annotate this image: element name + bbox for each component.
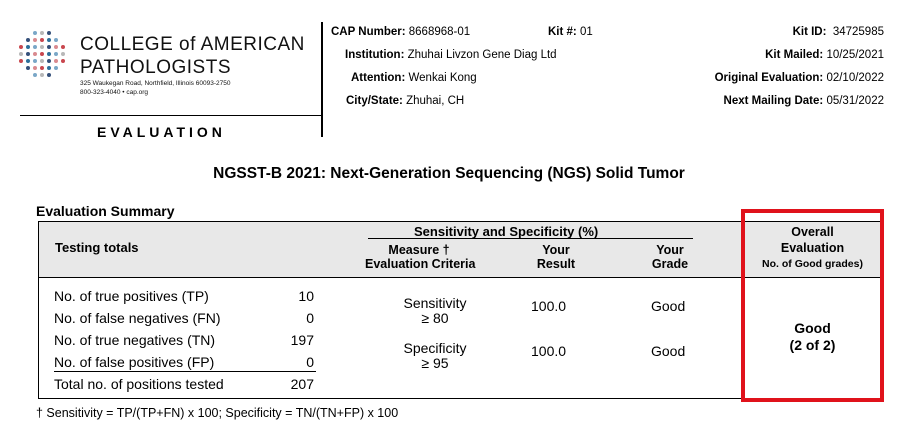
measure-name: Specificity (403, 340, 467, 356)
overall-line1: Overall (791, 225, 834, 239)
grade-specificity: Good (651, 343, 686, 359)
totals-label-fp: No. of false positives (FP) (54, 354, 215, 370)
overall-line3: No. of Good grades) (762, 258, 863, 270)
attention-label: Attention: (351, 72, 406, 84)
measure-header-line2: Evaluation Criteria (365, 257, 476, 271)
your-grade-line1: Your (656, 243, 684, 257)
result-specificity: 100.0 (531, 343, 567, 359)
cap-number-value: 8668968-01 (408, 26, 471, 38)
next-mailing-value: 05/31/2022 (826, 95, 884, 107)
totals-label-total: Total no. of positions tested (54, 376, 224, 392)
cap-number-label: CAP Number: (331, 26, 406, 38)
totals-value-total: 207 (290, 376, 314, 392)
attention-row (351, 72, 477, 84)
org-address: 325 Waukegan Road, Northfield, Illinois 60093-2750 (80, 80, 231, 87)
city-value: Zhuhai, CH (406, 95, 465, 107)
institution-row (345, 49, 557, 61)
original-eval-label: Original Evaluation: (714, 72, 824, 84)
totals-value-tp: 10 (298, 288, 314, 304)
grade-sensitivity: Good (651, 298, 686, 314)
attention-value: Wenkai Kong (408, 72, 477, 84)
overall-grade: Good (794, 320, 831, 336)
measure-criteria: ≥ 80 (421, 310, 449, 326)
city-row (346, 95, 464, 107)
totals-value-tn: 197 (290, 332, 314, 348)
totals-label-tp: No. of true positives (TP) (54, 288, 209, 304)
org-name-line1: COLLEGE of AMERICAN (80, 34, 305, 55)
institution-value: Zhuhai Livzon Gene Diag Ltd (407, 49, 557, 61)
measure-header (365, 243, 476, 271)
your-grade-header (636, 243, 704, 271)
header-divider (20, 115, 322, 116)
kit-num-label: Kit #: (548, 26, 577, 38)
original-eval-row (715, 72, 884, 84)
kit-id-value: 34725985 (832, 26, 884, 38)
measure-criteria: ≥ 95 (421, 355, 449, 371)
section-label: EVALUATION (97, 124, 226, 140)
kit-num-value: 01 (579, 26, 593, 38)
kit-num-row (548, 26, 593, 38)
overall-count: (2 of 2) (789, 337, 836, 353)
footnote: † Sensitivity = TP/(TP+FN) x 100; Specificity = TN/(TN+FP) x 100 (36, 406, 399, 420)
measure-sensitivity (365, 296, 505, 326)
measure-name: Sensitivity (403, 295, 467, 311)
kit-mailed-label: Kit Mailed: (765, 49, 824, 61)
highlight-box (741, 209, 884, 402)
kit-id-label: Kit ID: (792, 26, 827, 38)
report-title: NGSST-B 2021: Next-Generation Sequencing (NGS) Solid Tumor (213, 165, 685, 182)
your-result-line2: Result (536, 257, 576, 271)
totals-value-fp: 0 (306, 354, 314, 370)
totals-underline (54, 371, 316, 372)
summary-title: Evaluation Summary (36, 203, 175, 219)
next-mailing-label: Next Mailing Date: (723, 95, 824, 107)
overall-line2: Evaluation (780, 241, 845, 255)
cap-number-row (331, 26, 470, 38)
city-label: City/State: (346, 95, 403, 107)
totals-label-tn: No. of true negatives (TN) (54, 332, 216, 348)
org-contact: 800-323-4040 • cap.org (80, 89, 149, 96)
kit-id-row (793, 26, 884, 38)
sens-spec-header: Sensitivity and Specificity (%) (414, 224, 599, 239)
measure-header-line1: Measure † (388, 243, 450, 257)
dot-grid-logo-icon (16, 28, 68, 80)
your-grade-line2: Grade (651, 257, 689, 271)
kit-mailed-value: 10/25/2021 (826, 49, 884, 61)
testing-totals-header: Testing totals (55, 240, 139, 255)
your-result-header (522, 243, 590, 271)
measure-specificity (365, 341, 505, 371)
org-name-line2: PATHOLOGISTS (80, 57, 231, 78)
institution-label: Institution: (345, 49, 405, 61)
your-result-line1: Your (542, 243, 570, 257)
vertical-divider (321, 22, 323, 137)
next-mailing-row (724, 95, 884, 107)
result-sensitivity: 100.0 (531, 298, 567, 314)
original-eval-value: 02/10/2022 (826, 72, 884, 84)
totals-label-fn: No. of false negatives (FN) (54, 310, 221, 326)
kit-mailed-row (765, 49, 884, 61)
totals-value-fn: 0 (306, 310, 314, 326)
